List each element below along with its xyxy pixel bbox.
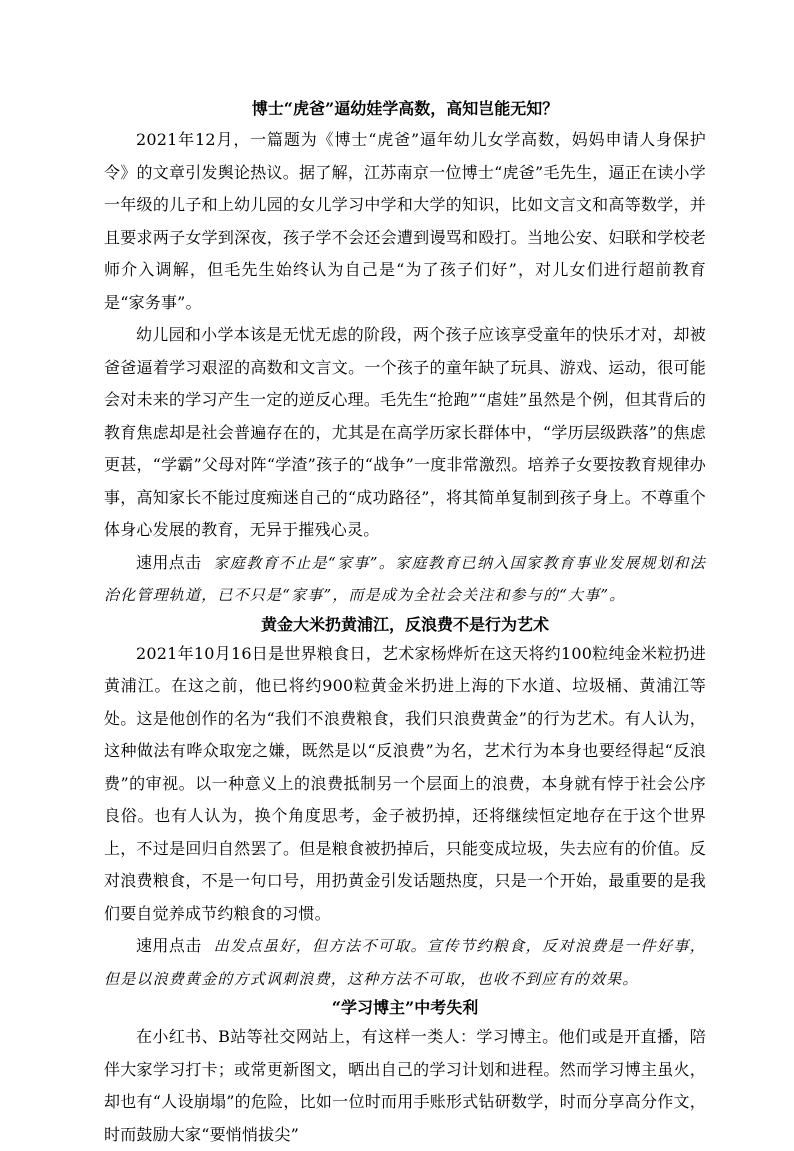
article-1 [104,96,706,612]
article-2 [104,612,706,996]
article-title: 博士“虎爸”逼幼娃学高数，高知岂能无知？ [251,99,559,118]
comment-block [104,547,706,612]
comment-block [104,930,706,995]
article-title: 黄金大米扔黄浦江，反浪费不是行为艺术 [260,614,549,634]
article-paragraph: 在小红书、B站等社交网站上，有这样一类人：学习博主。他们或是开直播，陪伴大家学习打卡；或常更新图文，晒出自己的学习计划和进程。然而学习博主虽火，却也有“人设崩塌”的危险，比如一位时而用手账形式钻研数学，时而分享高分作文，时而鼓励大家“要悄悄拔尖” [104,1027,706,1144]
comment-label: 速用点击 [136,552,202,572]
comment-text: 家庭教育不止是“家事”。家庭教育已纳入国家教育事业发展规划和法治化管理轨道，已不只是“家事”，而是成为全社会关注和参与的“大事”。 [104,553,706,604]
comment-label: 速用点击 [136,936,202,955]
article-3 [104,995,706,1151]
article-title: “学习博主”中考失利 [331,998,479,1017]
article-paragraph: 幼儿园和小学本该是无忧无虑的阶段，两个孩子应该享受童年的快乐才对，却被爸爸逼着学习艰涩的高数和文言文。一个孩子的童年缺了玩具、游戏、运动，很可能会对未来的学习产生一定的逆反心理。毛先生“抢跑”“虐娃”虽然是个例，但其背后的教育焦虑却是社会普遍存在的，尤其是在高学历家长群体中，“学历层级跌落”的焦虑更甚，“学霸”父母对阵“学渣”孩子的“战争”一度非常激烈。培养子女要按教育规律办事，高知家长不能过度痴迷自己的“成功路径”，将其简单复制到孩子身上。不尊重个体身心发展的教育，无异于摧残心灵。 [104,325,706,539]
article-paragraph: 2021年10月16日是世界粮食日，艺术家杨烨炘在这天将约100粒纯金米粒扔进黄浦江。在这之前，他已将约900粒黄金米扔进上海的下水道、垃圾桶、黄浦江等处。这是他创作的名为“我们不浪费粮食，我们只浪费黄金”的行为艺术。有人认为，这种做法有哗众取宠之嫌，既然是以“反浪费”为名，艺术行为本身也要经得起“反浪费”的审视。以一种意义上的浪费抵制另一个层面上的浪费，本身就有悖于社会公序良俗。也有人认为，换个角度思考，金子被扔掉，还将继续恒定地存在于这个世界上，不过是回归自然罢了。但是粮食被扔掉后，只能变成垃圾，失去应有的价值。反对浪费粮食，不是一句口号，用扔黄金引发话题热度，只是一个开始，最重要的是我们要自觉养成节约粮食的习惯。 [104,643,706,923]
comment-text: 出发点虽好，但方法不可取。宣传节约粮食，反对浪费是一件好事，但是以浪费黄金的方式讽刺浪费，这种方法不可取，也收不到应有的效果。 [104,937,706,988]
article-paragraph: 2021年12月，一篇题为《博士“虎爸”逼年幼儿女学高数，妈妈申请人身保护令》的文章引发舆论热议。据了解，江苏南京一位博士“虎爸”毛先生，逼正在读小学一年级的儿子和上幼儿园的女儿学习中学和大学的知识，比如文言文和高等数学，并且要求两子女学到深夜，孩子学不会还会遭到谩骂和殴打。当地公安、妇联和学校老师介入调解，但毛先生始终认为自己是“为了孩子们好”，对儿女们进行超前教育是“家务事”。 [104,130,706,312]
